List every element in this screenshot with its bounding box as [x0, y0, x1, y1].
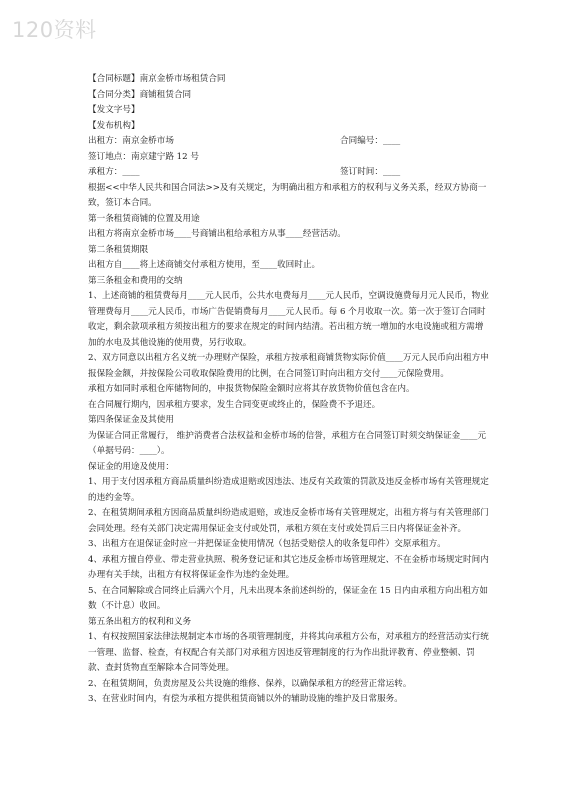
- article-4-heading: 第四条保证金及其使用: [88, 415, 174, 425]
- article-4-clause-2: 2、在租赁期间承租方因商品质量纠纷造成退赔，或违反金桥市场有关管理规定，出租方将与有关管理部门会同处理。经有关部门决定需用保证金支付或处罚，承租方须在支付或处罚后三日内将保证金补齐。: [88, 508, 489, 534]
- article-2-text: 出租方自____将上述商铺交付承租方使用，至____收回时止。: [88, 260, 321, 270]
- article-4-clause-3: 3、出租方在退保证金时应一并把保证金使用情况（包括受赔偿人的收条复印件）交原承租方。: [88, 539, 446, 549]
- header-title: 【合同标题】南京金桥市场租赁合同: [88, 74, 226, 84]
- header-publisher: 【发布机构】: [88, 120, 140, 131]
- article-1-heading: 第一条租赁商铺的位置及用途: [88, 213, 200, 224]
- article-4-clause-5: 5、在合同解除或合同终止后满六个月，凡未出现本条前述纠纷的，保证金在 15 日内由承租方向出租方如数（不计息）收回。: [88, 585, 488, 611]
- watermark-text: 120资料: [12, 18, 97, 42]
- article-5-heading: 第五条出租方的权利和义务: [88, 616, 192, 627]
- article-3-note-1: 承租方如同时承租仓库储物间的，申报货物保险金额时应将其存放货物价值包含在内。: [88, 384, 415, 394]
- article-4-clause-1: 1、用于支付因承租方商品质量纠纷造成退赔或因违法、违反有关政策的罚款及违反金桥市场有关管理规定的违约金等。: [88, 477, 489, 503]
- header-category: 【合同分类】商铺租赁合同: [88, 89, 192, 100]
- party-row-lessee: [88, 165, 490, 181]
- sign-time: 签订时间：____: [340, 167, 401, 177]
- article-5-clause-3: 3、在营业时间内，有偿为承租方提供租赁商铺以外的辅助设施的维护及日常服务。: [88, 694, 403, 704]
- article-3-clause-1: 1、上述商铺的租赁费每月____元人民币，公共水电费每月____元人民币，空调设施费每月元人民币，物业管理费每月____元人民币，市场广告促销费每月____元人民币。每 6 个月收取一次。第一次于签订合同时收定，剩余款项承租方须按出租方的要求在规定的时间内结清。若出租方统一增加的水电设施或租方需增加的水电及其他设施的使用费，另行收取。: [88, 291, 489, 348]
- lessee: 承租方：____: [88, 167, 140, 177]
- sign-place: 签订地点：南京建宁路 12 号: [88, 151, 199, 162]
- preamble: 根据<<中华人民共和国合同法>>及有关规定，为明确出租方和承租方的权利与义务关系，经双方协商一致，签订本合同。: [88, 182, 487, 208]
- article-4-clause-4: 4、承租方擅自停业、带走营业执照、税务登记证和其它违反金桥市场管理规定、不在金桥市场规定时间内办理有关手续，出租方有权将保证金作为违约金处理。: [88, 554, 489, 580]
- article-3-note-2: 在合同履行期内，因承租方要求，发生合同变更或终止的，保险费不予退还。: [88, 399, 381, 410]
- article-5-clause-1: 1、有权按照国家法律法规制定本市场的各项管理制度，并将其向承租方公布，对承租方的经营活动实行统一管理、监督、检查，有权配合有关部门对承租方因违反管理制度的行为作出批评教育、停业整顿、罚款、查封货物直至解除本合同等处理。: [88, 632, 489, 673]
- article-4-intro: 为保证合同正常履行， 维护消费者合法权益和金桥市场的信誉，承租方在合同签订时须交纳保证金____元（单据号码：____）。: [88, 430, 487, 456]
- article-3-heading: 第三条租金和费用的交纳: [88, 275, 183, 286]
- contract-number: 合同编号：____: [340, 136, 401, 146]
- party-row-lessor: [88, 134, 490, 150]
- contract-document: [88, 72, 490, 708]
- article-4-usage-heading: 保证金的用途及使用：: [88, 461, 174, 472]
- lessor: 出租方：南京金桥市场: [88, 136, 174, 146]
- article-2-heading: 第二条租赁期限: [88, 244, 149, 255]
- article-5-clause-2: 2、在租赁期间，负责房屋及公共设施的维修、保养，以确保承租方的经营正常运转。: [88, 678, 412, 689]
- header-doc-number: 【发文字号】: [88, 105, 140, 115]
- article-1-text: 出租方将南京金桥市场____号商铺出租给承租方从事____经营活动。: [88, 229, 346, 239]
- article-3-clause-2: 2、双方同意以出租方名义统一办理财产保险，承租方按承租商铺货物实际价值____万元人民币向出租方申报保险金额，并按保险公司收取保险费用的比例，在合同签订时向出租方交付____元保险费用。: [88, 353, 489, 379]
